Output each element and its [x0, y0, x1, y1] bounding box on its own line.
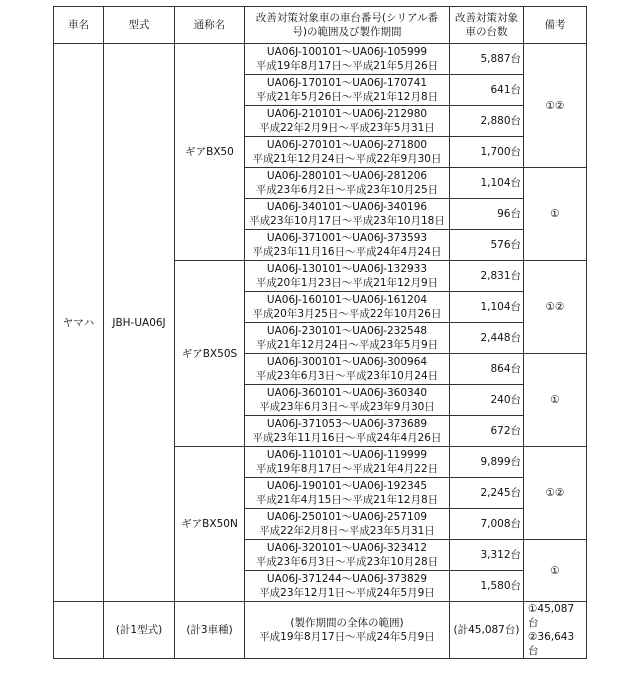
header-count-line1: 改善対策対象 — [455, 12, 518, 24]
count-cell: 240台 — [450, 385, 524, 416]
count-cell: 1,104台 — [450, 292, 524, 323]
serial-range-cell — [245, 230, 450, 261]
header-count-line2: 車の台数 — [465, 26, 508, 38]
count-cell: 1,104台 — [450, 168, 524, 199]
total-type-cell: (計3車種) — [175, 602, 245, 659]
production-period: 平成23年12月1日～平成24年5月9日 — [259, 587, 435, 599]
production-period: 平成23年6月3日～平成23年9月30日 — [259, 401, 435, 413]
remarks-cell: ①② — [524, 447, 587, 540]
production-period: 平成21年5月26日～平成21年12月8日 — [255, 91, 439, 103]
serial-range: UA06J-280101～UA06J-281206 — [266, 170, 428, 182]
header-remarks: 備考 — [524, 7, 587, 44]
production-period: 平成23年11月16日～平成24年4月26日 — [252, 432, 442, 444]
total-range-period: 平成19年8月17日～平成24年5月9日 — [259, 631, 435, 643]
total-count-cell: (計45,087台) — [450, 602, 524, 659]
count-cell: 2,831台 — [450, 261, 524, 292]
count-cell: 3,312台 — [450, 540, 524, 571]
count-cell: 7,008台 — [450, 509, 524, 540]
serial-range: UA06J-360101～UA06J-360340 — [266, 387, 428, 399]
count-cell: 641台 — [450, 75, 524, 106]
serial-range-cell — [245, 44, 450, 75]
total-remark-1: ①45,087台 — [528, 603, 575, 629]
total-remarks-cell — [524, 602, 587, 659]
remarks-cell: ① — [524, 354, 587, 447]
production-period: 平成20年3月25日～平成22年10月26日 — [252, 308, 442, 320]
production-period: 平成21年4月15日～平成21年12月8日 — [255, 494, 439, 506]
serial-range: UA06J-371053～UA06J-373689 — [266, 418, 428, 430]
production-period: 平成23年10月17日～平成23年10月18日 — [249, 215, 445, 227]
serial-range-cell — [245, 168, 450, 199]
common-name-cell: ギアBX50N — [175, 447, 245, 602]
serial-range-cell — [245, 75, 450, 106]
serial-range-cell — [245, 416, 450, 447]
serial-range: UA06J-110101～UA06J-119999 — [266, 449, 428, 461]
production-period: 平成19年8月17日～平成21年4月22日 — [255, 463, 439, 475]
serial-range-cell — [245, 323, 450, 354]
remarks-cell: ① — [524, 168, 587, 261]
serial-range: UA06J-371244～UA06J-373829 — [266, 573, 428, 585]
serial-range: UA06J-100101～UA06J-105999 — [266, 46, 428, 58]
total-model-cell: (計1型式) — [104, 602, 175, 659]
common-name-cell: ギアBX50 — [175, 44, 245, 261]
remarks-cell: ① — [524, 540, 587, 602]
table-row — [54, 44, 587, 75]
header-maker: 車名 — [54, 7, 104, 44]
serial-range-cell — [245, 540, 450, 571]
remarks-cell: ①② — [524, 44, 587, 168]
serial-range-cell — [245, 571, 450, 602]
production-period: 平成21年12月24日～平成22年9月30日 — [252, 153, 442, 165]
serial-range: UA06J-210101～UA06J-212980 — [266, 108, 428, 120]
total-row — [54, 602, 587, 659]
header-serial-range — [245, 7, 450, 44]
total-range-label: (製作期間の全体の範囲) — [290, 617, 404, 629]
count-cell: 1,700台 — [450, 137, 524, 168]
production-period: 平成22年2月8日～平成23年5月31日 — [259, 525, 435, 537]
serial-range-cell — [245, 354, 450, 385]
count-cell: 96台 — [450, 199, 524, 230]
serial-range: UA06J-170101～UA06J-170741 — [266, 77, 428, 89]
maker-cell: ヤマハ — [54, 44, 104, 602]
header-serial-range-line2: 号)の範囲及び製作期間 — [292, 26, 402, 38]
production-period: 平成21年12月24日～平成23年5月9日 — [255, 339, 439, 351]
production-period: 平成23年6月3日～平成23年10月24日 — [255, 370, 439, 382]
serial-range-cell — [245, 199, 450, 230]
serial-range-cell — [245, 292, 450, 323]
serial-range: UA06J-250101～UA06J-257109 — [266, 511, 428, 523]
count-cell: 2,245台 — [450, 478, 524, 509]
serial-range-cell — [245, 509, 450, 540]
count-cell: 672台 — [450, 416, 524, 447]
serial-range: UA06J-320101～UA06J-323412 — [266, 542, 428, 554]
serial-range-cell — [245, 478, 450, 509]
serial-range-cell — [245, 261, 450, 292]
production-period: 平成23年6月3日～平成23年10月28日 — [255, 556, 439, 568]
serial-range: UA06J-130101～UA06J-132933 — [266, 263, 428, 275]
remarks-cell: ①② — [524, 261, 587, 354]
production-period: 平成20年1月23日～平成21年12月9日 — [255, 277, 439, 289]
common-name-cell: ギアBX50S — [175, 261, 245, 447]
production-period: 平成23年6月2日～平成23年10月25日 — [255, 184, 439, 196]
count-cell: 1,580台 — [450, 571, 524, 602]
header-model-type: 型式 — [104, 7, 175, 44]
serial-range: UA06J-270101～UA06J-271800 — [266, 139, 428, 151]
header-common-name: 通称名 — [175, 7, 245, 44]
serial-range: UA06J-190101～UA06J-192345 — [266, 480, 428, 492]
serial-range: UA06J-160101～UA06J-161204 — [266, 294, 428, 306]
total-range-cell — [245, 602, 450, 659]
header-row — [54, 7, 587, 44]
count-cell: 2,880台 — [450, 106, 524, 137]
serial-range-cell — [245, 385, 450, 416]
serial-range-cell — [245, 447, 450, 478]
serial-range: UA06J-340101～UA06J-340196 — [266, 201, 428, 213]
model-type-cell: JBH-UA06J — [104, 44, 175, 602]
count-cell: 2,448台 — [450, 323, 524, 354]
header-serial-range-line1: 改善対策対象車の車台番号(シリアル番 — [255, 12, 439, 24]
production-period: 平成23年11月16日～平成24年4月24日 — [252, 246, 442, 258]
count-cell: 576台 — [450, 230, 524, 261]
count-cell: 9,899台 — [450, 447, 524, 478]
recall-table — [53, 6, 587, 659]
production-period: 平成19年8月17日～平成21年5月26日 — [255, 60, 439, 72]
serial-range: UA06J-371001～UA06J-373593 — [266, 232, 428, 244]
header-count — [450, 7, 524, 44]
total-remark-2: ②36,643台 — [528, 631, 575, 657]
count-cell: 864台 — [450, 354, 524, 385]
production-period: 平成22年2月9日～平成23年5月31日 — [259, 122, 435, 134]
serial-range: UA06J-230101～UA06J-232548 — [266, 325, 428, 337]
serial-range-cell — [245, 106, 450, 137]
total-maker-cell — [54, 602, 104, 659]
count-cell: 5,887台 — [450, 44, 524, 75]
serial-range: UA06J-300101～UA06J-300964 — [266, 356, 428, 368]
serial-range-cell — [245, 137, 450, 168]
